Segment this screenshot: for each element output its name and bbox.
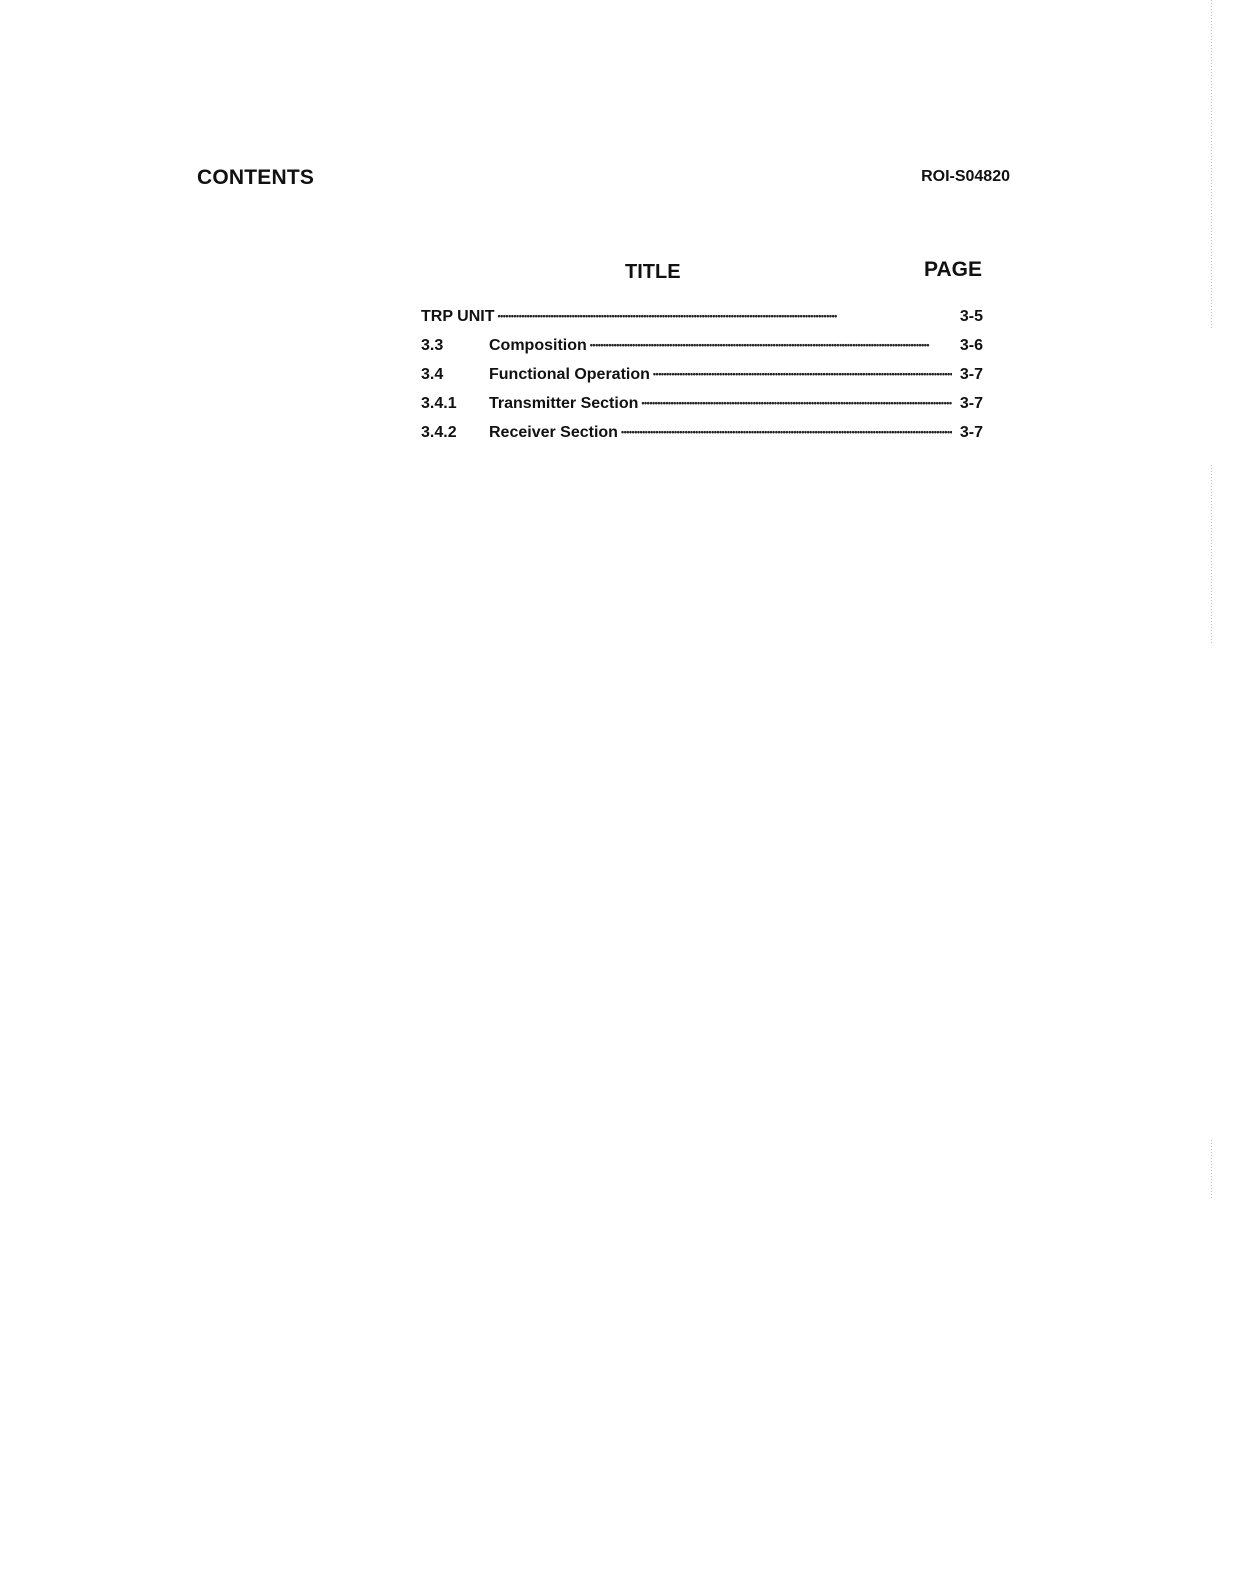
toc-entry[interactable] — [421, 366, 983, 395]
title-column-header: TITLE — [625, 261, 681, 283]
toc-entry-title: Functional Operation — [489, 366, 650, 383]
toc-entry-page: 3-7 — [959, 366, 983, 383]
toc-entry-number: 3.4.1 — [421, 395, 457, 412]
dot-leader — [590, 340, 952, 350]
document-number: ROI-S04820 — [921, 168, 1010, 185]
toc-entry[interactable] — [421, 308, 983, 337]
dot-leader — [653, 369, 952, 379]
dot-leader — [641, 398, 952, 408]
scan-edge-mark — [1211, 465, 1212, 645]
table-of-contents — [421, 258, 983, 453]
toc-entry[interactable] — [421, 337, 983, 366]
toc-entry-title: Receiver Section — [489, 424, 618, 441]
toc-entry[interactable] — [421, 395, 983, 424]
toc-entry-number: 3.4.2 — [421, 424, 457, 441]
scan-edge-mark — [1211, 0, 1212, 330]
toc-entry-title: Composition — [489, 337, 587, 354]
toc-entry-page: 3-6 — [959, 337, 983, 354]
toc-entry[interactable] — [421, 424, 983, 453]
page-column-header: PAGE — [924, 258, 982, 281]
toc-header — [421, 258, 983, 298]
toc-entry-page: 3-7 — [959, 395, 983, 412]
toc-entry-number: 3.3 — [421, 337, 444, 354]
toc-entry-page: 3-7 — [959, 424, 983, 441]
toc-entries — [421, 308, 983, 453]
scan-edge-mark — [1211, 1140, 1212, 1200]
toc-entry-page: 3-5 — [959, 308, 983, 325]
page-heading: CONTENTS — [197, 166, 315, 189]
toc-entry-number: 3.4 — [421, 366, 444, 383]
dot-leader — [621, 427, 952, 437]
toc-entry-title: TRP UNIT — [421, 308, 495, 325]
dot-leader — [497, 311, 951, 321]
toc-entry-title: Transmitter Section — [489, 395, 639, 412]
